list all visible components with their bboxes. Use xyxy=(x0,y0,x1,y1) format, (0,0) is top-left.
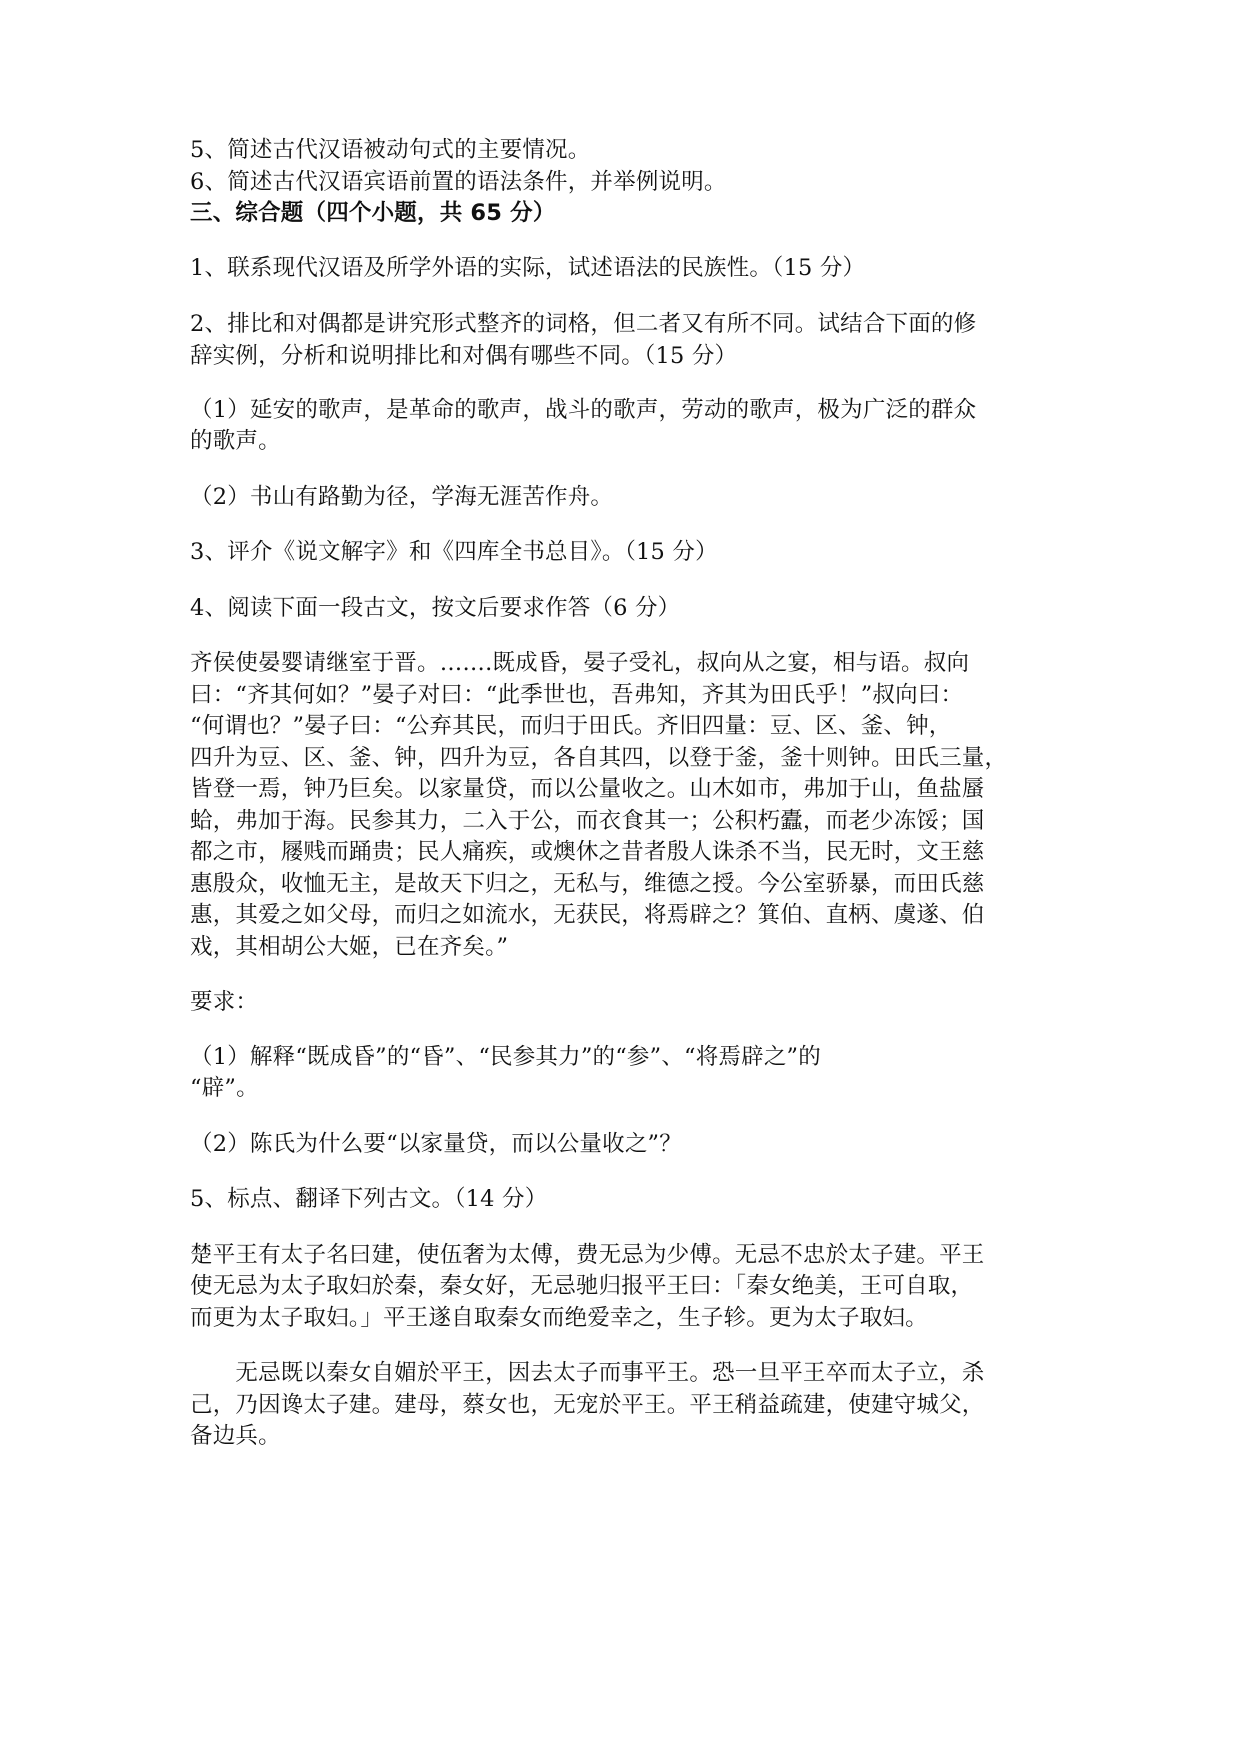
passage-line: 己，乃因谗太子建。建母，蔡女也，无宠於平王。平王稍益疏建，使建守城父， xyxy=(190,1392,985,1418)
passage-line: 备边兵。 xyxy=(190,1423,281,1449)
requirement-line: （2）陈氏为什么要“以家量贷，而以公量收之”？ xyxy=(190,1131,682,1157)
passage-line: “何谓也？”晏子曰：“公弃其民，而归于田氏。齐旧四量：豆、区、釜、钟， xyxy=(190,713,952,739)
requirement-line: “辟”。 xyxy=(190,1075,259,1101)
question-line: 2、排比和对偶都是讲究形式整齐的词格，但二者又有所不同。试结合下面的修 xyxy=(190,311,977,337)
passage-line: 楚平王有太子名曰建，使伍奢为太傅，费无忌为少傅。无忌不忠於太子建。平王 xyxy=(190,1242,985,1268)
passage-line: 都之市，屦贱而踊贵；民人痛疾，或燠休之昔者殷人诛杀不当，民无时，文王慈 xyxy=(190,839,985,865)
example-line: 的歌声。 xyxy=(190,428,281,454)
requirement-label: 要求： xyxy=(190,989,259,1015)
example-line: （1）延安的歌声，是革命的歌声，战斗的歌声，劳动的歌声，极为广泛的群众 xyxy=(190,397,977,423)
passage-line: 四升为豆、区、釜、钟，四升为豆，各自其四，以登于釜，釜十则钟。田氏三量， xyxy=(190,745,1008,771)
question-line: 6、简述古代汉语宾语前置的语法条件，并举例说明。 xyxy=(190,169,727,195)
question-line: 4、阅读下面一段古文，按文后要求作答（6 分） xyxy=(190,595,681,621)
question-line: 5、简述古代汉语被动句式的主要情况。 xyxy=(190,137,591,163)
passage-line: 惠，其爱之如父母，而归之如流水，无获民，将焉辟之？箕伯、直柄、虞遂、伯 xyxy=(190,902,985,928)
passage-line: 曰：“齐其何如？”晏子对曰：“此季世也，吾弗知，齐其为田氏乎！”叔向曰： xyxy=(190,682,964,708)
example-line: （2）书山有路勤为径，学海无涯苦作舟。 xyxy=(190,484,614,510)
question-line: 3、评介《说文解字》和《四库全书总目》。（15 分） xyxy=(190,539,718,565)
requirement-line: （1）解释“既成昏”的“昏”、“民参其力”的“参”、“将焉辟之”的 xyxy=(190,1044,821,1070)
question-line: 辞实例，分析和说明排比和对偶有哪些不同。（15 分） xyxy=(190,343,738,369)
passage-line: 齐侯使晏婴请继室于晋。…….既成昏，晏子受礼，叔向从之宴，相与语。叔向 xyxy=(190,650,970,676)
question-line: 5、标点、翻译下列古文。（14 分） xyxy=(190,1186,548,1212)
passage-line: 蛤，弗加于海。民参其力，二入于公，而衣食其一；公积朽蠹，而老少冻馁；国 xyxy=(190,808,985,834)
passage-line: 使无忌为太子取妇於秦，秦女好，无忌驰归报平王曰：「秦女绝美，王可自取， xyxy=(190,1273,974,1299)
passage-line: 戏，其相胡公大姬，已在齐矣。” xyxy=(190,934,509,960)
passage-line: 惠殷众，收恤无主，是故天下归之，无私与，维德之授。今公室骄暴，而田氏慈 xyxy=(190,871,985,897)
passage-line: 皆登一焉，钟乃巨矣。以家量贷，而以公量收之。山木如市，弗加于山，鱼盐蜃 xyxy=(190,776,985,802)
passage-line: 无忌既以秦女自媚於平王，因去太子而事平王。恐一旦平王卒而太子立，杀 xyxy=(190,1360,985,1386)
passage-line: 而更为太子取妇。」平王遂自取秦女而绝爱幸之，生子轸。更为太子取妇。 xyxy=(190,1305,928,1331)
section-heading: 三、综合题（四个小题，共 65 分） xyxy=(190,200,556,226)
question-line: 1、联系现代汉语及所学外语的实际，试述语法的民族性。（15 分） xyxy=(190,255,866,281)
